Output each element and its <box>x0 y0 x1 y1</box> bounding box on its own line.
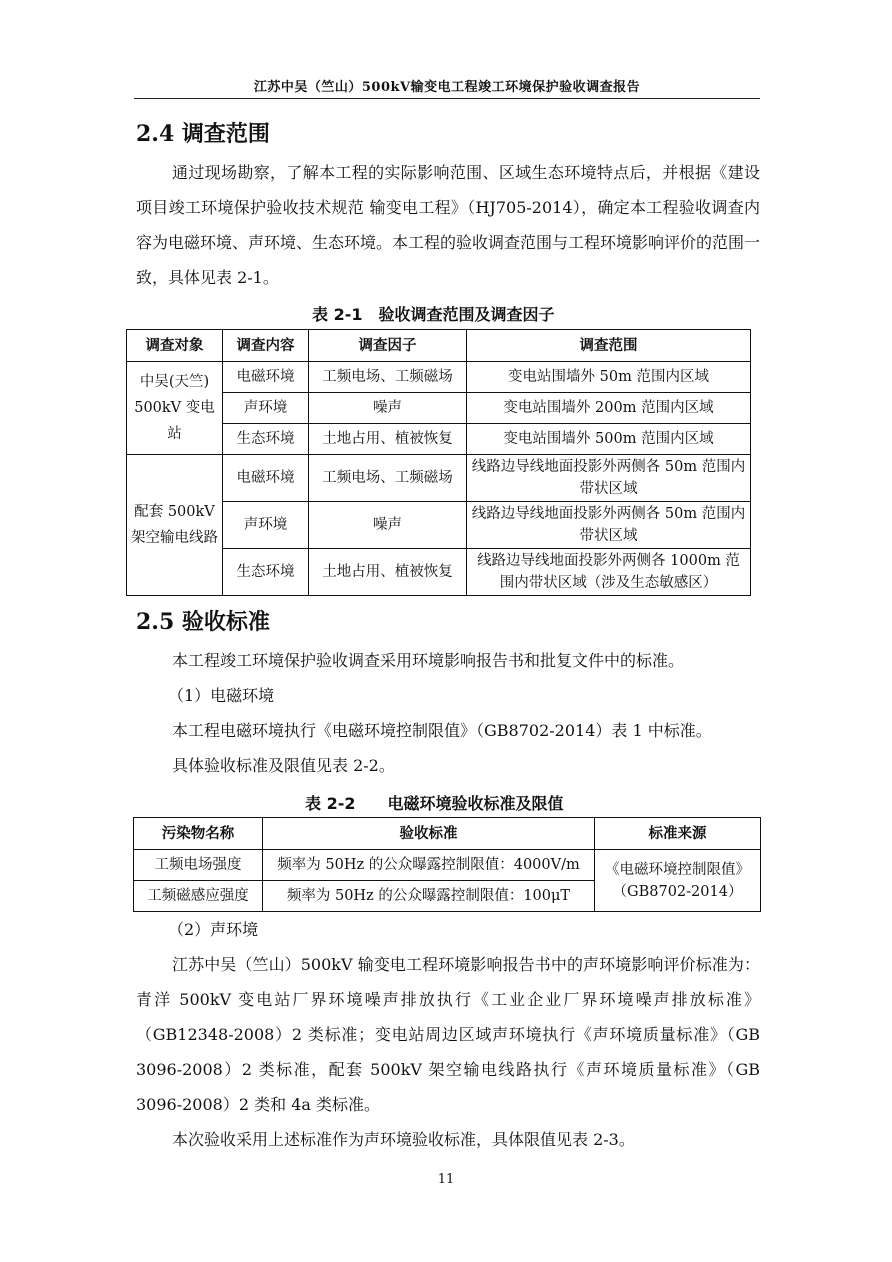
survey-object-cell: 中吴(天竺) 500kV 变电站 <box>127 362 223 455</box>
table-header-cell: 污染物名称 <box>134 818 263 850</box>
survey-content-cell: 电磁环境 <box>223 455 309 502</box>
item-electromagnetic-text: 本工程电磁环境执行《电磁环境控制限值》（GB8702-2014）表 1 中标准。 <box>172 721 712 740</box>
document-header: 江苏中吴（竺山）500kV输变电工程竣工环境保护验收调查报告 <box>253 80 641 95</box>
table-header-cell: 验收标准 <box>263 818 595 850</box>
pollutant-name-cell: 工频磁感应强度 <box>134 881 263 912</box>
survey-content-cell: 生态环境 <box>223 424 309 455</box>
table-header-cell: 调查范围 <box>467 330 751 362</box>
pollutant-name-cell: 工频电场强度 <box>134 850 263 881</box>
acoustic-closing-text: 本次验收采用上述标准作为声环境验收标准，具体限值见表 2-3。 <box>172 1130 635 1149</box>
table-header-cell: 标准来源 <box>595 818 761 850</box>
header-divider <box>134 98 760 99</box>
survey-content-cell: 生态环境 <box>223 549 309 596</box>
item-electromagnetic-label: （1）电磁环境 <box>168 686 275 705</box>
table-header-cell: 调查内容 <box>223 330 309 362</box>
survey-factor-cell: 工频电场、工频磁场 <box>309 455 467 502</box>
section-heading-2-4: 2.4 调查范围 <box>136 121 270 147</box>
table-2-2 <box>133 817 761 912</box>
survey-factor-cell: 噪声 <box>309 502 467 549</box>
survey-range-cell: 变电站围墙外 500m 范围内区域 <box>467 424 751 455</box>
page-number: 11 <box>437 1172 455 1187</box>
acceptance-standard-cell: 频率为 50Hz 的公众曝露控制限值：100μT <box>263 881 595 912</box>
table-2-1 <box>126 329 751 596</box>
survey-factor-cell: 工频电场、工频磁场 <box>309 362 467 393</box>
survey-content-cell: 电磁环境 <box>223 362 309 393</box>
section-2-4-paragraph: 通过现场勘察，了解本工程的实际影响范围、区域生态环境特点后，并根据《建设项目竣工环境保护验收技术规范 输变电工程》（HJ705-2014），确定本工程验收调查内容为电磁环境、声环境、生态环境。本工程的验收调查范围与工程环境影响评价的范围一致，具体见表 2-1。 <box>136 163 761 287</box>
section-heading-2-5: 2.5 验收标准 <box>136 609 270 635</box>
survey-object-cell: 配套 500kV 架空输电线路 <box>127 455 223 596</box>
survey-content-cell: 声环境 <box>223 502 309 549</box>
item-acoustic-paragraph: 江苏中吴（竺山）500kV 输变电工程环境影响报告书中的声环境影响评价标准为：青洋 500kV 变电站厂界环境噪声排放执行《工业企业厂界环境噪声排放标准》（GB12348-2008）2 类标准；变电站周边区域声环境执行《声环境质量标准》（GB 3096-2008）2 类标准，配套 500kV 架空输电线路执行《声环境质量标准》（GB 3096-2008）2 类和 4a 类标准。 <box>136 955 760 1114</box>
survey-factor-cell: 土地占用、植被恢复 <box>309 549 467 596</box>
table-2-1-caption: 表 2-1 验收调查范围及调查因子 <box>312 305 555 324</box>
table-2-2-caption: 表 2-2 电磁环境验收标准及限值 <box>305 794 564 813</box>
item-acoustic-label: （2）声环境 <box>168 920 259 939</box>
survey-range-cell: 变电站围墙外 50m 范围内区域 <box>467 362 751 393</box>
table-header-cell: 调查对象 <box>127 330 223 362</box>
survey-range-cell: 线路边导线地面投影外两侧各 50m 范围内带状区域 <box>467 455 751 502</box>
survey-range-cell: 线路边导线地面投影外两侧各 50m 范围内带状区域 <box>467 502 751 549</box>
survey-factor-cell: 土地占用、植被恢复 <box>309 424 467 455</box>
acceptance-standard-cell: 频率为 50Hz 的公众曝露控制限值：4000V/m <box>263 850 595 881</box>
survey-factor-cell: 噪声 <box>309 393 467 424</box>
survey-range-cell: 线路边导线地面投影外两侧各 1000m 范围内带状区域（涉及生态敏感区） <box>467 549 751 596</box>
section-2-5-intro: 本工程竣工环境保护验收调查采用环境影响报告书和批复文件中的标准。 <box>172 651 685 670</box>
table-header-cell: 调查因子 <box>309 330 467 362</box>
survey-range-cell: 变电站围墙外 200m 范围内区域 <box>467 393 751 424</box>
survey-content-cell: 声环境 <box>223 393 309 424</box>
standard-source-cell: 《电磁环境控制限值》（GB8702-2014） <box>595 850 761 912</box>
item-electromagnetic-reference: 具体验收标准及限值见表 2-2。 <box>172 756 395 775</box>
